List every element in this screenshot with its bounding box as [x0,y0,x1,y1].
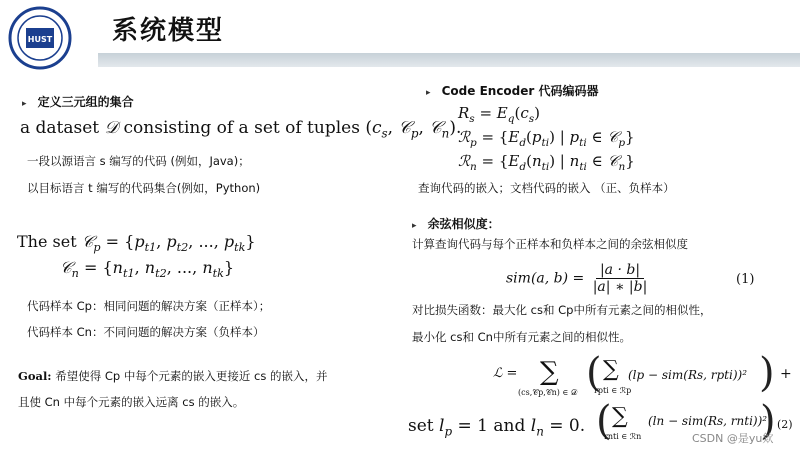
goal-line-2: 且使 Cn 中每个元素的嵌入远离 cs 的嵌入。 [18,395,245,409]
eq-rs: $R_s = E_q(c_s)$ [458,104,540,125]
code-encoder-heading: Code Encoder 代码编码器 [441,84,599,98]
csdn-watermark: CSDN @是yu欸 [692,432,774,445]
set-cn-equation: 𝒞$_n$ = {$n_{t1}$, $n_{t2}$, ..., $n_{tk}$} [60,258,235,281]
inner-term-2: (ln − sim(Rs, rnti))² [648,414,768,428]
title-underline-bar [98,53,800,67]
sim-lhs: sim(a, b) = [506,270,585,287]
inner-term-1: (lp − sim(Rs, rpti))² [628,368,748,382]
target-language-line: 以目标语言 t 编写的代码集合(例如，Python) [27,181,261,195]
embedding-caption: 查询代码的嵌入；文档代码的嵌入 （正、负样本） [418,181,675,195]
source-language-line: 一段以源语言 s 编写的代码 (例如，Java)； [27,154,250,168]
loss-description-1: 对比损失函数：最大化 cs和 Cp中所有元素之间的相似性， [412,303,712,317]
eq1-tag: (1) [736,272,755,287]
university-logo [8,6,72,70]
right-paren-big-2: ) [760,398,776,444]
right-bullet-2: ▸ Code Encoder 代码编码器 [426,84,599,98]
cosine-description: 计算查询代码与每个正样本和负样本之间的余弦相似度 [412,237,688,251]
eq-rp: ℛ$_p$ = {$E_d(p_{ti})$ | $p_{ti}$ ∈ 𝒞$_p$} [458,128,635,149]
triple-set-heading: 定义三元组的集合 [37,95,134,109]
loss-plus: + [780,366,792,382]
goal-text-1: 希望使得 Cp 中每个元素的嵌入更接近 cs 的嵌入，并 [55,369,328,383]
goal-label: Goal: [18,369,52,383]
inner-sum-2-symbol: ∑ [612,404,628,429]
left-bullet-1: ▸ 定义三元组的集合 [22,95,134,109]
inner-sum-2-sub: rnti ∈ ℛn [604,432,642,441]
dataset-definition: a dataset 𝒟 consisting of a set of tuples ($c_s$, 𝒞$_p$, 𝒞$_n$). [20,118,462,141]
logo-monogram: HUST [27,35,53,44]
sim-equation [506,262,651,295]
sim-numerator: |a · b| [596,262,644,279]
page-title: 系统模型 [112,16,225,46]
outer-sum-subscript: (cs,𝒞p,𝒞n) ∈ 𝒟 [518,388,578,397]
eq-rn: ℛ$_n$ = {$E_d(n_{ti})$ | $n_{ti}$ ∈ 𝒞$_n$} [458,152,635,173]
right-bullet-3: ▸ 余弦相似度： [412,217,500,231]
negative-sample-label: 代码样本 Cn：不同问题的解决方案（负样本） [27,325,265,339]
loss-symbol: ℒ = [493,366,518,381]
loss-lhs [493,366,517,381]
set-lp-ln-line: set $l_p = 1$ and $l_n = 0$. [408,416,586,439]
sim-fraction [589,262,652,295]
left-paren-big: ( [586,350,602,396]
inner-sum-1-symbol: ∑ [603,357,619,382]
set-cp-equation: The set 𝒞$_p$ = {$p_{t1}$, $p_{t2}$, ..., $p_{tk}$} [17,232,256,255]
goal-line-1 [18,370,327,384]
eq2-tag: (2) [777,418,793,431]
right-paren-big: ) [759,350,775,396]
outer-sum-symbol: ∑ [540,357,559,387]
loss-description-2: 最小化 cs和 Cn中所有元素之间的相似性。 [412,330,631,344]
sim-denominator: |a| ∗ |b| [592,279,648,295]
left-paren-big-2: ( [596,398,612,444]
cosine-heading: 余弦相似度： [427,217,500,231]
positive-sample-label: 代码样本 Cp：相同问题的解决方案（正样本）； [27,299,271,313]
inner-sum-1-sub: rpti ∈ ℛp [594,386,632,395]
